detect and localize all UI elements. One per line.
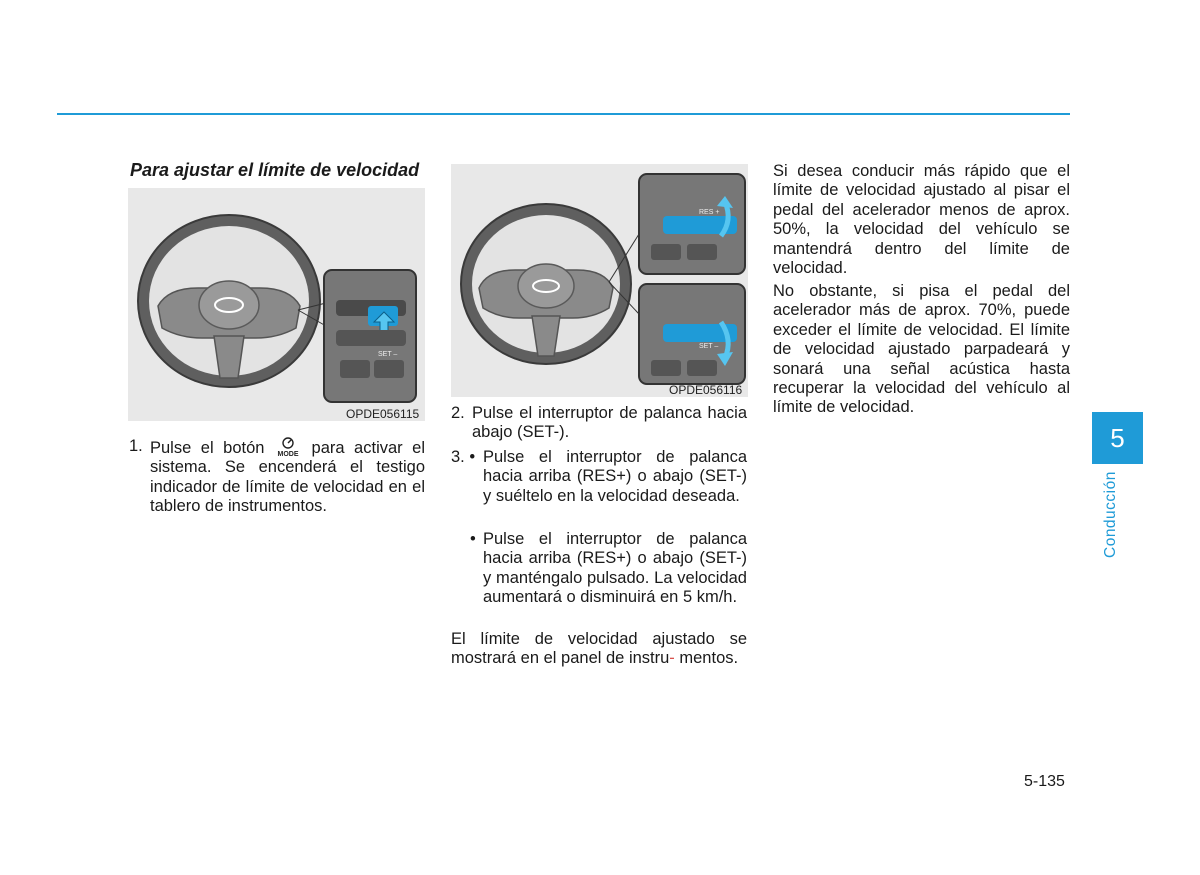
step-3b — [451, 530, 747, 608]
step-3b-bullet: • — [470, 530, 476, 548]
header-rule — [57, 113, 1070, 115]
step-3a — [451, 448, 747, 506]
display-note-text: El límite de velocidad ajustado se mostrará en el panel de instru — [451, 630, 747, 668]
page-number: 5-135 — [1024, 773, 1065, 790]
step-1-number: 1. — [129, 437, 143, 455]
step-2 — [451, 404, 747, 443]
res-label-top: RES + — [699, 209, 720, 216]
step-3a-text: Pulse el interruptor de palanca hacia arriba (RES+) o abajo (SET-) y suéltelo en la velocidad deseada. — [483, 448, 747, 505]
step-2-text: Pulse el interruptor de palanca hacia abajo (SET-). — [472, 404, 747, 442]
display-note-hyphen: - — [669, 649, 675, 668]
override-note-1: Si desea conducir más rápido que el límite de velocidad ajustado al pisar el pedal del acelerador menos de aprox. 50%, la velocidad del vehículo se mantendrá dentro del límite de velocidad. — [773, 162, 1070, 278]
figure-steering-wheel-mode — [128, 188, 425, 421]
display-note — [451, 630, 747, 669]
chapter-name-text: Conducción — [1102, 471, 1119, 558]
override-note-2: No obstante, si pisa el pedal del acelerador más de aprox. 70%, puede exceder el límite de velocidad. El límite de velocidad ajustado parpadeará y sonará una señal acústica hasta recuperar la velocidad del vehículo al límite de velocidad. — [773, 282, 1070, 417]
set-label: SET – — [378, 351, 398, 358]
section-heading: Para ajustar el límite de velocidad — [130, 160, 420, 180]
mode-icon-label: MODE — [277, 451, 299, 457]
figure-steering-wheel-lever — [451, 164, 748, 397]
step-1 — [129, 437, 425, 517]
set-label-bottom: SET – — [699, 343, 719, 350]
step-1-text-post: para activar el sistema. Se encenderá el testigo indicador de límite de velocidad en el tablero de instrumentos. — [150, 439, 426, 516]
chapter-number-tab: 5 — [1092, 412, 1143, 464]
step-1-text-pre: Pulse el botón — [150, 439, 265, 457]
chapter-name — [1100, 470, 1120, 560]
figure-code-left: OPDE056115 — [346, 407, 420, 421]
step-3b-text: Pulse el interruptor de palanca hacia arriba (RES+) o abajo (SET-) y manténgalo pulsado. La velocidad aumentará o disminuirá en 5 km/h. — [483, 530, 747, 607]
mode-button-icon — [274, 437, 302, 457]
step-3-number: 3. • — [451, 448, 476, 466]
figure-code-middle: OPDE056116 — [669, 383, 743, 397]
step-2-number: 2. — [451, 404, 465, 422]
display-note-end: mentos. — [679, 649, 739, 668]
